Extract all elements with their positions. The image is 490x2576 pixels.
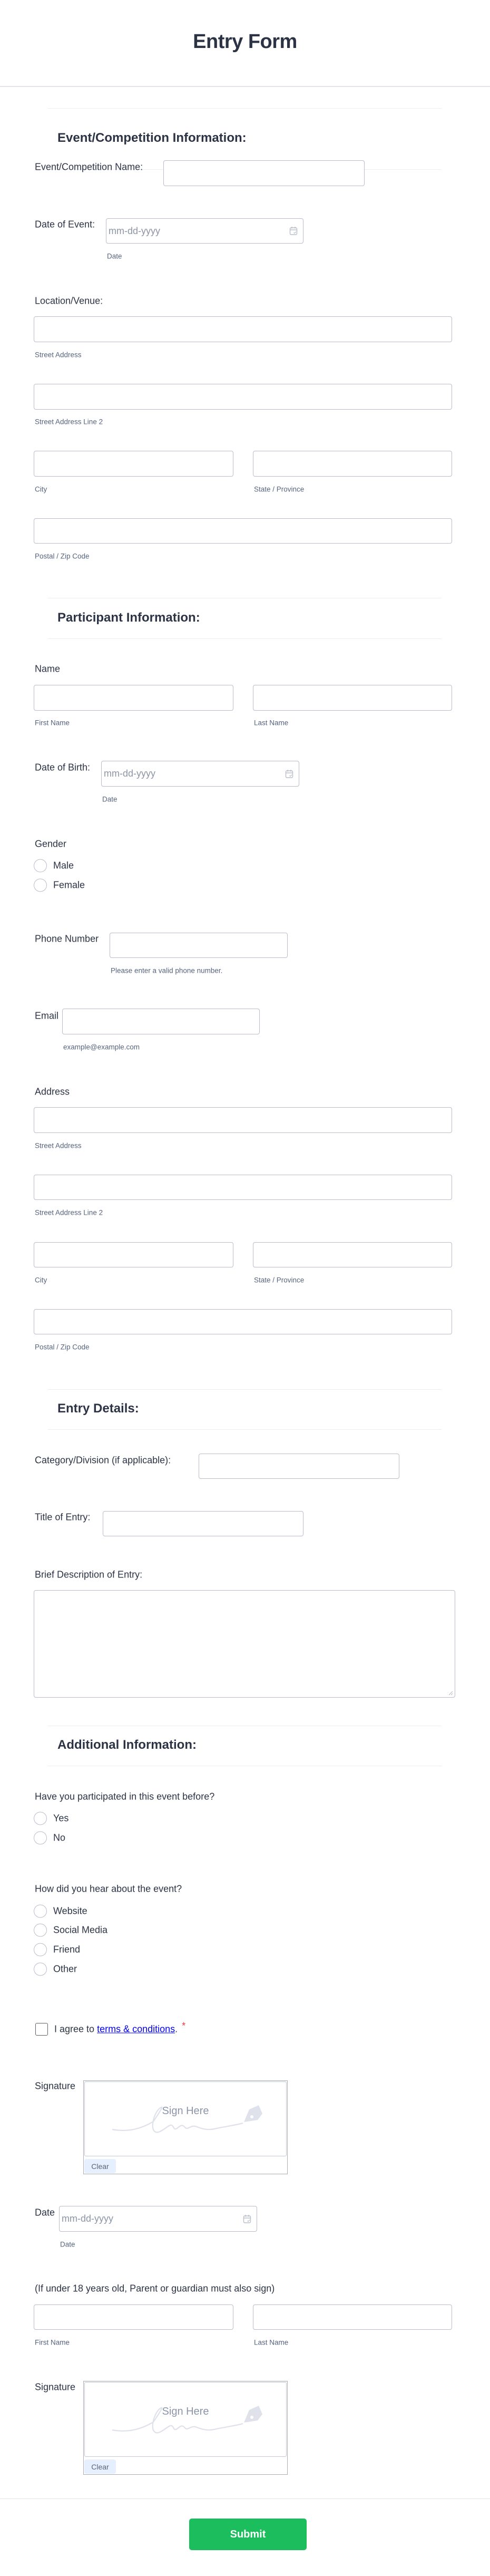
event-date-sublabel: Date (107, 252, 122, 260)
event-name-input[interactable] (163, 160, 365, 186)
footer-divider (0, 2498, 490, 2499)
submit-button[interactable]: Submit (189, 2519, 307, 2550)
radio-label: Female (53, 879, 85, 890)
heard-question: How did you hear about the event? (35, 1883, 182, 1894)
section-divider (48, 1389, 442, 1390)
signature-date-placeholder: mm-dd-yyyy (62, 2213, 113, 2224)
page-title: Entry Form (193, 31, 297, 53)
dob-sublabel: Date (102, 795, 117, 803)
guardian-signature-clear-button[interactable]: Clear (84, 2459, 116, 2474)
entry-title-label: Title of Entry: (35, 1512, 91, 1523)
signature-date-input[interactable] (59, 2206, 257, 2232)
guardian-label: (If under 18 years old, Parent or guardian must also sign) (35, 2283, 275, 2294)
event-date-placeholder: mm-dd-yyyy (109, 225, 160, 236)
required-asterisk: * (182, 2020, 186, 2031)
radio-label: No (53, 1832, 66, 1843)
category-label: Category/Division (if applicable): (35, 1455, 171, 1466)
section-title-entry: Entry Details: (57, 1401, 139, 1416)
last-name-input[interactable] (253, 685, 452, 711)
location-state-input[interactable] (253, 451, 452, 477)
email-input[interactable] (62, 1009, 260, 1034)
terms-suffix: . (175, 2023, 178, 2035)
participated-option-no[interactable] (34, 1832, 65, 1845)
terms-checkbox[interactable] (35, 2023, 48, 2036)
location-street2-input[interactable] (34, 384, 452, 410)
radio-label: Social Media (53, 1924, 108, 1935)
radio-button[interactable] (34, 1963, 47, 1976)
section-divider (48, 1429, 442, 1430)
first-name-sublabel: First Name (35, 719, 70, 727)
radio-button[interactable] (34, 879, 47, 892)
location-state-sublabel: State / Province (254, 485, 305, 493)
participated-question: Have you participated in this event before? (35, 1791, 215, 1802)
heard-option-other[interactable] (34, 1963, 77, 1976)
signature-canvas[interactable] (84, 2081, 287, 2156)
signature-scribble-icon (111, 2404, 264, 2438)
radio-button[interactable] (34, 1943, 47, 1957)
radio-button[interactable] (34, 1905, 47, 1918)
guardian-signature-pad[interactable] (83, 2381, 288, 2475)
section-title-participant: Participant Information: (57, 611, 200, 625)
address-city-input[interactable] (34, 1242, 233, 1267)
gender-option-female[interactable] (34, 879, 85, 892)
section-title-event: Event/Competition Information: (57, 131, 247, 145)
dob-label: Date of Birth: (35, 762, 91, 773)
address-zip-sublabel: Postal / Zip Code (35, 1343, 90, 1351)
section-divider (48, 638, 442, 639)
signature-clear-button[interactable]: Clear (84, 2159, 116, 2173)
location-label: Location/Venue: (35, 295, 103, 306)
radio-label: Website (53, 1905, 87, 1916)
dob-input[interactable] (101, 761, 299, 787)
guardian-signature-label: Signature (35, 2381, 76, 2393)
location-street-sublabel: Street Address (35, 351, 82, 359)
guardian-last-name-sublabel: Last Name (254, 2338, 289, 2347)
address-street-sublabel: Street Address (35, 1141, 82, 1150)
guardian-signature-placeholder: Sign Here (162, 2406, 209, 2417)
email-label: Email (35, 1010, 59, 1021)
last-name-sublabel: Last Name (254, 719, 289, 727)
entry-title-input[interactable] (103, 1511, 303, 1536)
guardian-last-name-input[interactable] (253, 2304, 452, 2330)
terms-prefix: I agree to (54, 2023, 97, 2035)
event-date-input[interactable] (106, 218, 303, 244)
location-zip-sublabel: Postal / Zip Code (35, 552, 90, 560)
event-date-label: Date of Event: (35, 219, 95, 230)
terms-link[interactable]: terms & conditions (97, 2023, 175, 2035)
gender-option-male[interactable] (34, 859, 74, 873)
radio-label: Other (53, 1963, 77, 1974)
address-label: Address (35, 1086, 70, 1097)
radio-label: Friend (53, 1944, 81, 1955)
address-city-sublabel: City (35, 1276, 47, 1284)
heard-option-website[interactable] (34, 1905, 87, 1918)
address-street2-input[interactable] (34, 1175, 452, 1200)
location-street-input[interactable] (34, 316, 452, 342)
calendar-icon[interactable] (243, 2214, 251, 2224)
phone-hint: Please enter a valid phone number. (111, 966, 223, 975)
address-street-input[interactable] (34, 1107, 452, 1133)
address-zip-input[interactable] (34, 1309, 452, 1334)
signature-pad[interactable] (83, 2080, 288, 2174)
category-input[interactable] (199, 1454, 399, 1479)
resize-handle-icon[interactable] (448, 1690, 453, 1696)
email-hint: example@example.com (63, 1043, 140, 1051)
radio-button[interactable] (34, 1832, 47, 1845)
signature-placeholder: Sign Here (162, 2105, 209, 2117)
signature-scribble-icon (111, 2103, 264, 2137)
heard-option-social-media[interactable] (34, 1924, 107, 1937)
phone-label: Phone Number (35, 933, 99, 944)
phone-input[interactable] (110, 933, 288, 958)
participated-option-yes[interactable] (34, 1812, 68, 1825)
first-name-input[interactable] (34, 685, 233, 711)
location-street2-sublabel: Street Address Line 2 (35, 418, 103, 426)
address-state-sublabel: State / Province (254, 1276, 305, 1284)
guardian-first-name-input[interactable] (34, 2304, 233, 2330)
signature-label: Signature (35, 2080, 76, 2091)
location-zip-input[interactable] (34, 518, 452, 544)
guardian-signature-canvas[interactable] (84, 2382, 287, 2457)
section-title-additional: Additional Information: (57, 1738, 197, 1752)
description-textarea[interactable] (34, 1590, 455, 1698)
event-name-label: Event/Competition Name: (35, 161, 143, 172)
radio-button[interactable] (34, 859, 47, 873)
address-street2-sublabel: Street Address Line 2 (35, 1208, 103, 1217)
guardian-first-name-sublabel: First Name (35, 2338, 70, 2347)
header-divider (0, 86, 490, 87)
section-divider (48, 108, 442, 109)
heard-option-friend[interactable] (34, 1943, 80, 1957)
radio-label: Male (53, 860, 74, 871)
address-state-input[interactable] (253, 1242, 452, 1267)
calendar-icon[interactable] (289, 226, 298, 236)
dob-placeholder: mm-dd-yyyy (104, 768, 155, 779)
terms-text (54, 2020, 186, 2035)
location-city-input[interactable] (34, 451, 233, 477)
location-city-sublabel: City (35, 485, 47, 493)
radio-label: Yes (53, 1813, 69, 1824)
name-label: Name (35, 663, 61, 674)
radio-button[interactable] (34, 1924, 47, 1937)
gender-label: Gender (35, 838, 67, 849)
signature-date-label: Date (35, 2207, 55, 2218)
radio-button[interactable] (34, 1812, 47, 1825)
calendar-icon[interactable] (285, 769, 293, 779)
description-label: Brief Description of Entry: (35, 1569, 143, 1580)
signature-date-sublabel: Date (60, 2240, 75, 2249)
